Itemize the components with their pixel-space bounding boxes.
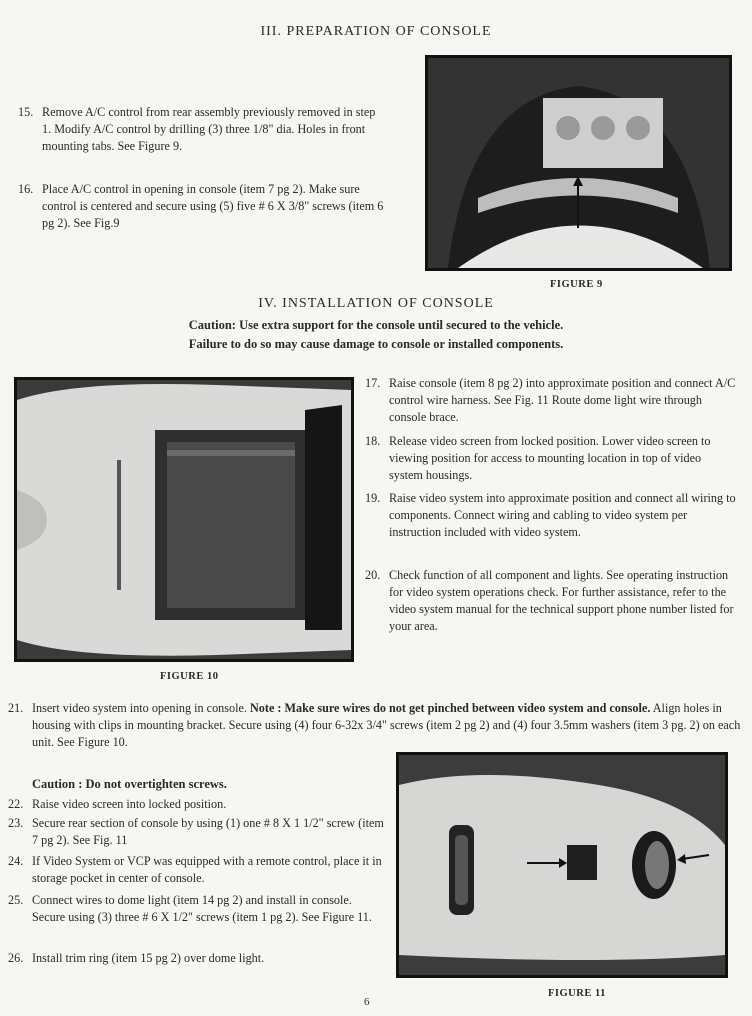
caution-line-2: Failure to do so may cause damage to console or installed components. bbox=[188, 337, 564, 351]
step-text: Raise video system into approximate position and connect all wiring to components. Connect wiring and cabling to video system per instruction included with video system. bbox=[389, 491, 736, 539]
step-25 bbox=[8, 892, 386, 926]
figure-10-caption: FIGURE 10 bbox=[160, 671, 219, 682]
step-number: 26. bbox=[8, 951, 24, 965]
step-text: Remove A/C control from rear assembly previously removed in step 1. Modify A/C control by drilling (3) three 1/8" dia. Holes in front mounting tabs. See Figure 9. bbox=[42, 105, 376, 153]
caution-overtighten: Caution : Do not overtighten screws. bbox=[32, 777, 227, 791]
figure-9-photo bbox=[425, 55, 732, 271]
step-text: If Video System or VCP was equipped with a remote control, place it in storage pocket in center of console. bbox=[32, 854, 382, 885]
step-18 bbox=[365, 433, 737, 484]
step-text: Raise console (item 8 pg 2) into approximate position and connect A/C control wire harness. See Fig. 11 Route dome light wire through console brace. bbox=[389, 376, 736, 424]
step-number: 20. bbox=[365, 568, 381, 582]
step-text: Check function of all component and lights. See operating instruction for video system operations check. For further assistance, refer to the video system manual for the technical support phone number listed for your area. bbox=[389, 568, 734, 633]
figure-10-photo bbox=[14, 377, 354, 662]
step-17 bbox=[365, 375, 737, 426]
step-22 bbox=[8, 796, 386, 813]
step-text: Secure rear section of console by using (1) one # 8 X 1 1/2" screw (item 7 pg 2). See Fig. 11 bbox=[32, 816, 384, 847]
step-text: Release video screen from locked position. Lower video screen to viewing position for access to mounting location in top of video system housings. bbox=[389, 434, 711, 482]
step-26 bbox=[8, 950, 386, 967]
step-number: 23. bbox=[8, 816, 24, 830]
step-20 bbox=[365, 567, 737, 635]
step-21-note: Note : Make sure wires do not get pinched between video system and console. bbox=[250, 701, 651, 715]
step-19 bbox=[365, 490, 737, 541]
step-number: 18. bbox=[365, 434, 381, 448]
step-number: 24. bbox=[8, 854, 24, 868]
section-3-title: III. PREPARATION OF CONSOLE bbox=[260, 24, 492, 39]
step-text: Place A/C control in opening in console (item 7 pg 2). Make sure control is centered and secure using (5) five # 6 X 3/8" screws (item 6 pg 2). See Fig.9 bbox=[42, 182, 384, 230]
caution-line-1: Caution: Use extra support for the console until secured to the vehicle. bbox=[188, 318, 564, 332]
step-23 bbox=[8, 815, 386, 849]
step-number: 15. bbox=[18, 105, 34, 119]
step-24 bbox=[8, 853, 386, 887]
step-16 bbox=[18, 181, 390, 232]
step-number: 22. bbox=[8, 797, 24, 811]
step-text: Raise video screen into locked position. bbox=[32, 797, 227, 811]
figure-11-photo bbox=[396, 752, 728, 978]
step-number: 17. bbox=[365, 376, 381, 390]
page-number: 6 bbox=[364, 996, 370, 1008]
step-21 bbox=[8, 700, 746, 751]
section-4-title: IV. INSTALLATION OF CONSOLE bbox=[258, 296, 494, 311]
figure-9-caption: FIGURE 9 bbox=[550, 279, 603, 290]
figure-11-caption: FIGURE 11 bbox=[548, 988, 606, 999]
step-21-text-a: Insert video system into opening in console. bbox=[32, 701, 247, 715]
step-15 bbox=[18, 104, 378, 155]
step-number: 19. bbox=[365, 491, 381, 505]
step-text: Install trim ring (item 15 pg 2) over dome light. bbox=[32, 951, 265, 965]
step-number: 16. bbox=[18, 182, 34, 196]
step-number: 21. bbox=[8, 701, 24, 715]
step-21-text-b: Align holes in housing with clips in mounting bracket. Secure using (4) four 6-32x 3/4" screws (item 2 pg 2) and (4) four 3.5mm washers (item 3 pg. 2) on each unit. See Figure 10. bbox=[32, 701, 741, 749]
step-text: Connect wires to dome light (item 14 pg 2) and install in console. Secure using (3) three # 6 X 1/2" screws (item 1 pg 2). See Figure 11. bbox=[32, 893, 372, 924]
step-number: 25. bbox=[8, 893, 24, 907]
